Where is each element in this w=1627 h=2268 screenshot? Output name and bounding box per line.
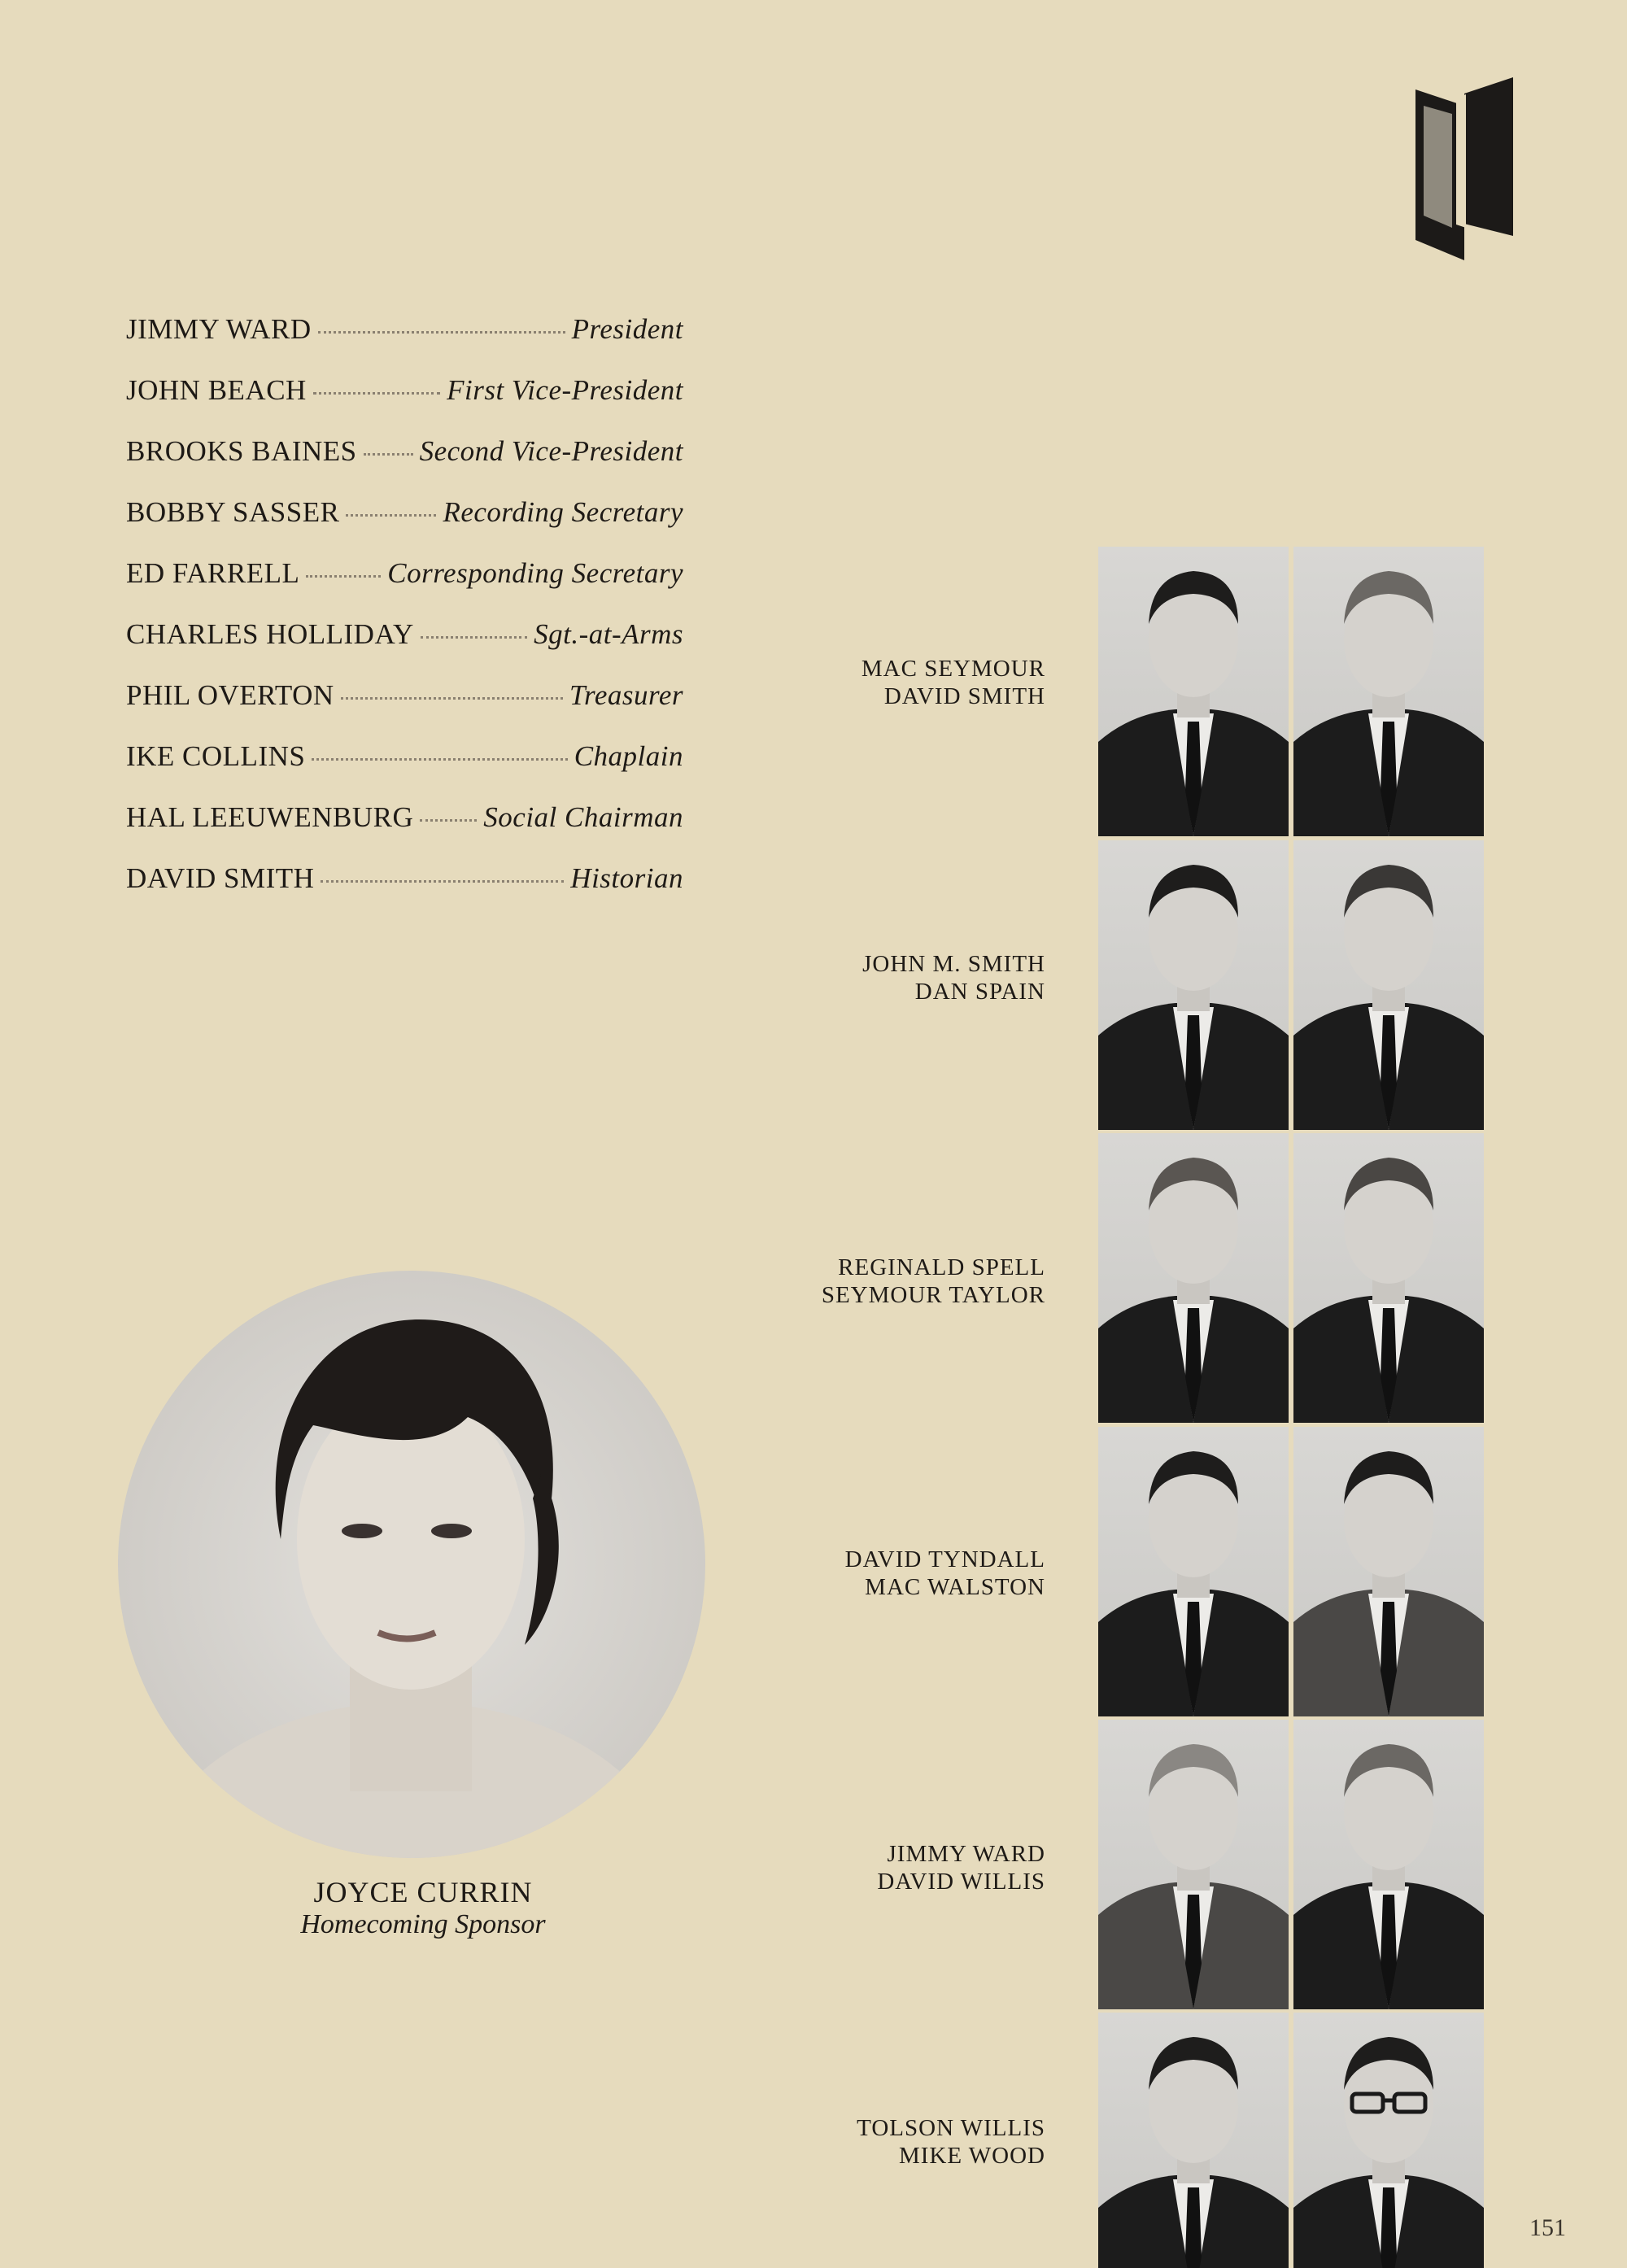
portrait-row <box>814 1133 1489 1423</box>
officer-row <box>126 313 683 374</box>
officer-name: CHARLES HOLLIDAY <box>126 618 414 650</box>
dot-leader <box>306 574 381 578</box>
dot-leader <box>421 635 527 639</box>
portrait-photo <box>1098 547 1289 836</box>
officer-name: HAL LEEUWENBURG <box>126 801 414 833</box>
officer-row <box>126 801 683 862</box>
sponsor-role: Homecoming Sponsor <box>300 1909 546 1939</box>
portrait-name: TOLSON WILLIS <box>857 2115 1045 2141</box>
officers-list <box>126 313 683 923</box>
officer-row <box>126 679 683 740</box>
officer-row <box>126 435 683 496</box>
portrait-photo <box>1293 547 1484 836</box>
officer-row <box>126 374 683 435</box>
portrait-names <box>720 655 1045 710</box>
officer-row <box>126 557 683 618</box>
officer-title: Chaplain <box>574 740 683 772</box>
section-logo-icon <box>1407 73 1521 268</box>
portrait-photo <box>1098 2013 1289 2268</box>
portrait-name: JOHN M. SMITH <box>862 951 1045 977</box>
officer-row <box>126 618 683 679</box>
dot-leader <box>321 879 564 883</box>
portrait-names <box>720 1546 1045 1601</box>
officer-title: President <box>571 313 683 345</box>
portrait-name: MAC WALSTON <box>865 1574 1045 1600</box>
officer-title: Social Chairman <box>483 801 683 833</box>
officer-title: Corresponding Secretary <box>387 557 683 589</box>
officer-title: Second Vice-President <box>419 435 683 467</box>
officer-name: ED FARRELL <box>126 557 300 589</box>
officer-name: IKE COLLINS <box>126 740 306 772</box>
dot-leader <box>364 452 413 456</box>
sponsor-portrait <box>118 1271 705 1858</box>
portrait-photo <box>1098 1720 1289 2009</box>
portrait-names <box>720 2114 1045 2170</box>
dot-leader <box>318 330 565 334</box>
portrait-names <box>720 950 1045 1005</box>
officer-name: BROOKS BAINES <box>126 435 357 467</box>
portrait-row <box>814 840 1489 1130</box>
officer-name: PHIL OVERTON <box>126 679 334 711</box>
portrait-row <box>814 547 1489 836</box>
portrait-name: JIMMY WARD <box>887 1841 1045 1867</box>
portrait-name: DAN SPAIN <box>914 979 1045 1005</box>
officer-row <box>126 496 683 557</box>
dot-leader <box>341 696 563 700</box>
portrait-name: MAC SEYMOUR <box>861 656 1045 682</box>
portrait-name: SEYMOUR TAYLOR <box>821 1282 1045 1308</box>
portrait-name: MIKE WOOD <box>898 2143 1045 2169</box>
portrait-name: DAVID WILLIS <box>877 1869 1045 1895</box>
portrait-name: DAVID TYNDALL <box>844 1546 1045 1572</box>
dot-leader <box>346 513 436 517</box>
officer-title: First Vice-President <box>447 374 683 406</box>
sponsor-name: JOYCE CURRIN <box>313 1876 533 1908</box>
officer-name: JOHN BEACH <box>126 374 307 406</box>
officer-title: Sgt.-at-Arms <box>534 618 683 650</box>
portrait-names <box>720 1254 1045 1309</box>
officer-name: JIMMY WARD <box>126 313 312 345</box>
dot-leader <box>420 818 477 822</box>
portrait-name: REGINALD SPELL <box>838 1254 1045 1280</box>
portrait-photo <box>1293 1133 1484 1423</box>
officer-title: Recording Secretary <box>443 496 683 528</box>
portrait-photo <box>1293 840 1484 1130</box>
portrait-photo <box>1293 1427 1484 1716</box>
portrait-name: DAVID SMITH <box>883 683 1045 709</box>
portrait-row <box>814 2013 1489 2268</box>
portrait-photo <box>1293 1720 1484 2009</box>
portrait-names <box>720 1840 1045 1895</box>
dot-leader <box>313 391 440 395</box>
officer-title: Historian <box>570 862 683 894</box>
officer-title: Treasurer <box>569 679 683 711</box>
portrait-photo <box>1293 2013 1484 2268</box>
portrait-row <box>814 1427 1489 1716</box>
dot-leader <box>312 757 567 761</box>
portrait-photo <box>1098 1133 1289 1423</box>
officer-name: BOBBY SASSER <box>126 496 340 528</box>
portrait-row <box>814 1720 1489 2009</box>
officer-row <box>126 740 683 801</box>
portrait-photo <box>1098 1427 1289 1716</box>
officer-row <box>126 862 683 923</box>
portrait-photo <box>1098 840 1289 1130</box>
page-number: 151 <box>1529 2214 1566 2241</box>
officer-name: DAVID SMITH <box>126 862 315 894</box>
sponsor-caption <box>244 1875 602 1940</box>
